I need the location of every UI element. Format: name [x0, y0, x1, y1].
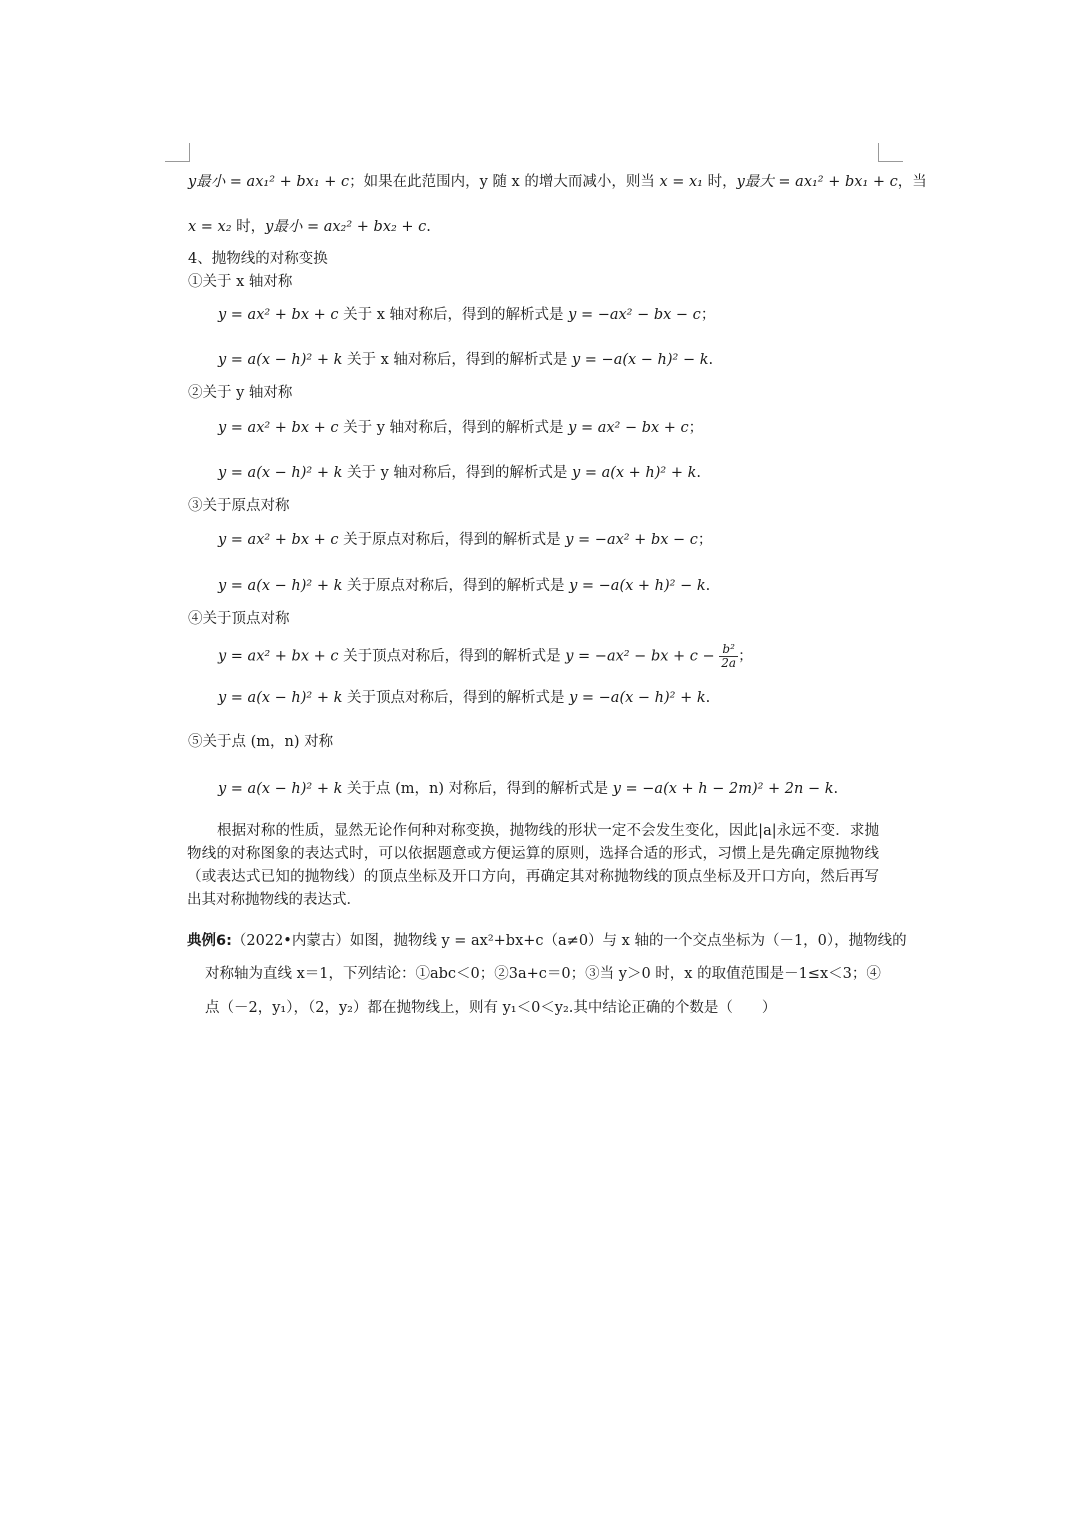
formula: y = −a(x + h − 2m)² + 2n − k — [612, 781, 834, 797]
top-line-2 — [188, 217, 431, 237]
text: 关于顶点对称后，得到的解析式是 — [342, 690, 570, 706]
fraction-numerator: b² — [719, 643, 738, 657]
item-line — [218, 530, 712, 550]
example-line-3: 点（－2，y₁），（2，y₂）都在抛物线上，则有 y₁＜0＜y₂.其中结论正确的个数是（ ） — [205, 1000, 777, 1016]
text: . — [705, 578, 711, 594]
formula: y = ax² + bx + c — [218, 420, 339, 436]
page-corner-mark-top-left — [165, 143, 190, 162]
formula: y = a(x − h)² + k — [218, 465, 343, 481]
example-line-2: 对称轴为直线 x＝1，下列结论：①abc＜0；②3a+c＝0；③当 y＞0 时，x 的取值范围是－1≤x＜3；④ — [205, 966, 881, 982]
text: ，当 — [897, 174, 927, 190]
text: 时， — [231, 219, 266, 235]
formula: y = a(x + h)² + k — [572, 465, 697, 481]
formula: y = −ax² + bx − c — [565, 532, 698, 548]
formula: y = ax² + bx + c — [218, 307, 339, 323]
text: ；如果在此范围内，y 随 x 的增大而减小，则当 — [349, 174, 660, 190]
formula: y = a(x − h)² + k — [218, 352, 343, 368]
formula: y = −ax² − bx − c — [568, 307, 701, 323]
formula: y = ax² − bx + c — [568, 420, 689, 436]
text: . — [833, 781, 839, 797]
text: ； — [738, 648, 753, 665]
formula: x = x₁ — [659, 174, 703, 190]
item-line — [218, 418, 703, 438]
formula: y = −ax² − bx + c − — [565, 648, 715, 665]
text: （2022•内蒙古）如图，抛物线 y = ax²+bx+c（a≠0）与 x 轴的一个交点坐标为（－1，0），抛物线的 — [231, 933, 907, 949]
text: 关于顶点对称后，得到的解析式是 — [338, 648, 566, 665]
text: 关于 y 轴对称后，得到的解析式是 — [342, 465, 573, 481]
text: ； — [700, 307, 716, 323]
fraction — [719, 643, 738, 670]
text: 关于 x 轴对称后，得到的解析式是 — [342, 352, 572, 368]
item-heading: ①关于 x 轴对称 — [188, 274, 293, 290]
item-heading: ④关于顶点对称 — [188, 611, 290, 627]
formula: y = −a(x − h)² − k — [572, 352, 709, 368]
fraction-denominator: 2a — [721, 656, 737, 670]
formula: y最小 = ax₂² + bx₂ + c — [265, 219, 427, 235]
text: . — [708, 352, 714, 368]
item-line — [218, 463, 701, 483]
example-label: 典例6: — [187, 933, 232, 949]
top-line-1 — [188, 172, 927, 192]
formula: y = a(x − h)² + k — [218, 578, 343, 594]
page-corner-mark-top-right — [878, 143, 903, 162]
formula: y最小 = ax₁² + bx₁ + c — [188, 174, 350, 190]
section-title: 4、抛物线的对称变换 — [188, 251, 328, 267]
formula: y = ax² + bx + c — [218, 532, 339, 548]
text: ； — [697, 532, 713, 548]
item-line — [218, 688, 710, 708]
formula: y = a(x − h)² + k — [218, 690, 343, 706]
item-heading: ③关于原点对称 — [188, 498, 290, 514]
text: ； — [688, 420, 704, 436]
item-heading: ②关于 y 轴对称 — [188, 385, 293, 401]
formula: y = a(x − h)² + k — [218, 781, 343, 797]
example-line-1 — [187, 931, 907, 951]
text: 关于 y 轴对称后，得到的解析式是 — [338, 420, 569, 436]
text: . — [696, 465, 701, 481]
text: 时， — [703, 174, 737, 190]
item-heading: ⑤关于点 (m，n) 对称 — [188, 734, 334, 750]
formula: y = ax² + bx + c — [218, 648, 339, 665]
item-line — [218, 350, 713, 370]
text: . — [705, 690, 711, 706]
formula: y = −a(x − h)² + k — [569, 690, 706, 706]
text: 关于原点对称后，得到的解析式是 — [338, 532, 566, 548]
item-line — [218, 576, 710, 596]
formula: y = −a(x + h)² − k — [569, 578, 706, 594]
item-line — [218, 779, 838, 799]
text: 关于原点对称后，得到的解析式是 — [342, 578, 570, 594]
item-line — [218, 305, 715, 325]
text: 关于 x 轴对称后，得到的解析式是 — [338, 307, 569, 323]
summary-paragraph: 根据对称的性质，显然无论作何种对称变换，抛物线的形状一定不会发生变化，因此|a|永远不变．求抛物线的对称图象的表达式时，可以依据题意或方便运算的原则，选择合适的形式，习惯上是先确定原抛物线（或表达式已知的抛物线）的顶点坐标及开口方向，再确定其对称抛物线的顶点坐标及开口方向，然后再写出其对称抛物线的表达式． — [187, 823, 879, 908]
text: . — [426, 219, 431, 235]
formula: y最大 = ax₁² + bx₁ + c — [736, 174, 898, 190]
item-line — [218, 643, 753, 670]
formula: x = x₂ — [188, 219, 232, 235]
text: 关于点 (m，n) 对称后，得到的解析式是 — [342, 781, 613, 797]
